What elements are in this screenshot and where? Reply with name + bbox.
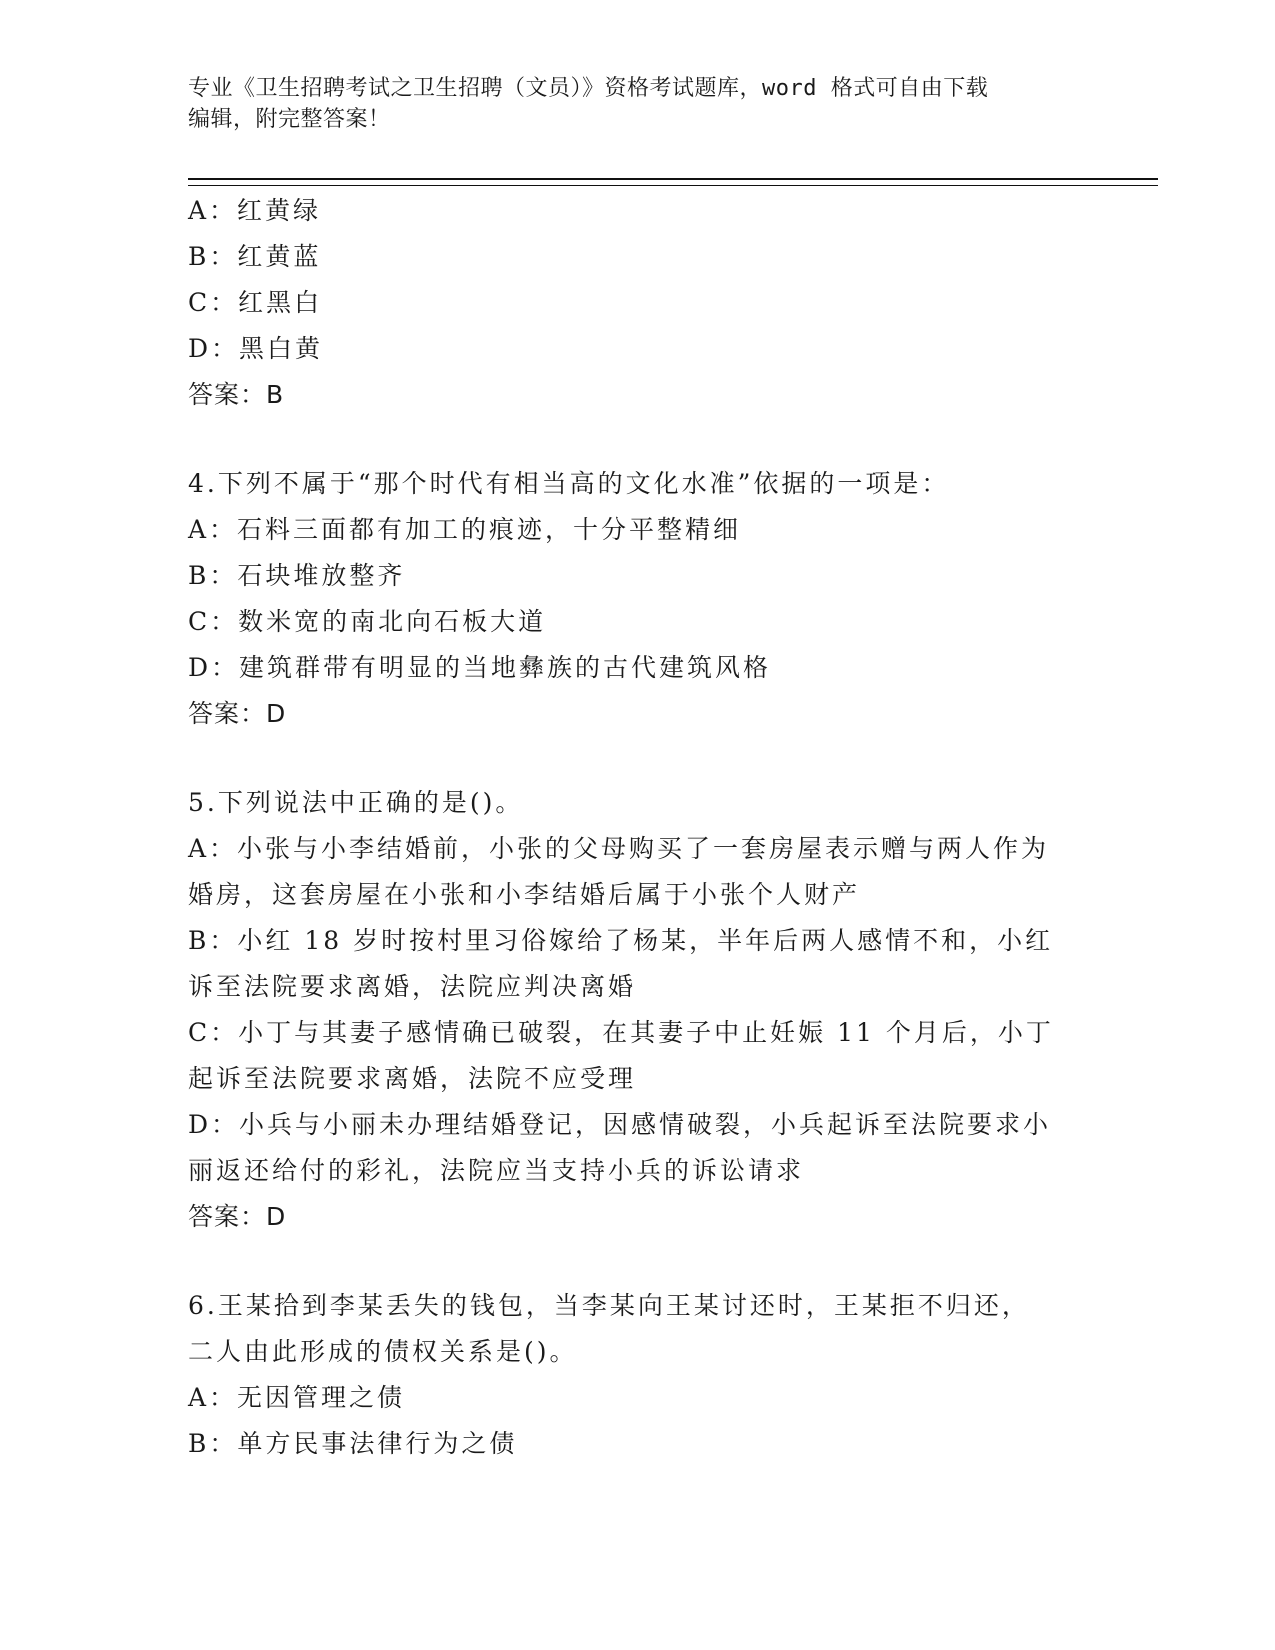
question-stem: 5.下列说法中正确的是()。: [188, 788, 524, 817]
question-3: [188, 188, 1158, 418]
option-b: B：红黄蓝: [188, 242, 322, 271]
option-c-line-2: 起诉至法院要求离婚，法院不应受理: [188, 1064, 637, 1093]
question-stem-line-2: 二人由此形成的债权关系是()。: [188, 1337, 578, 1366]
option-d: D：建筑群带有明显的当地彝族的古代建筑风格: [188, 653, 772, 682]
option-a: A：无因管理之债: [188, 1383, 406, 1412]
question-stem-line-1: 6.王某拾到李某丢失的钱包，当李某向王某讨还时，王某拒不归还，: [188, 1291, 1030, 1320]
answer: 答案：D: [188, 1202, 287, 1231]
question-5: [188, 780, 1158, 1240]
option-d-line-1: D：小兵与小丽未办理结婚登记，因感情破裂，小兵起诉至法院要求小: [188, 1110, 1052, 1139]
header-line-2: 编辑，附完整答案！: [188, 107, 391, 132]
question-stem: 4.下列不属于“那个时代有相当高的文化水准”依据的一项是：: [188, 469, 950, 498]
question-list: [188, 188, 1158, 1467]
option-b: B：单方民事法律行为之债: [188, 1429, 518, 1458]
answer: 答案：B: [188, 380, 285, 409]
question-4: [188, 461, 1158, 737]
spacer: [188, 1240, 1158, 1283]
header-divider: [188, 178, 1158, 186]
option-a-line-2: 婚房，这套房屋在小张和小李结婚后属于小张个人财产: [188, 880, 861, 909]
option-b-line-1: B：小红 18 岁时按村里习俗嫁给了杨某，半年后两人感情不和，小红: [188, 926, 1054, 955]
question-6: [188, 1283, 1158, 1467]
option-a: A：红黄绿: [188, 196, 322, 225]
option-d-line-2: 丽返还给付的彩礼，法院应当支持小兵的诉讼请求: [188, 1156, 805, 1185]
option-d: D：黑白黄: [188, 334, 324, 363]
option-b-line-2: 诉至法院要求离婚，法院应判决离婚: [188, 972, 637, 1001]
option-c-line-1: C：小丁与其妻子感情确已破裂，在其妻子中止妊娠 11 个月后，小丁: [188, 1018, 1054, 1047]
header-line-1: 专业《卫生招聘考试之卫生招聘（文员）》资格考试题库，word 格式可自由下载: [188, 76, 989, 101]
answer: 答案：D: [188, 699, 287, 728]
spacer: [188, 418, 1158, 461]
option-a: A：石料三面都有加工的痕迹，十分平整精细: [188, 515, 742, 544]
document-header: [188, 73, 1088, 135]
option-c: C：数米宽的南北向石板大道: [188, 607, 547, 636]
option-c: C：红黑白: [188, 288, 323, 317]
option-b: B：石块堆放整齐: [188, 561, 406, 590]
option-a-line-1: A：小张与小李结婚前，小张的父母购买了一套房屋表示赠与两人作为: [188, 834, 1050, 863]
spacer: [188, 737, 1158, 780]
